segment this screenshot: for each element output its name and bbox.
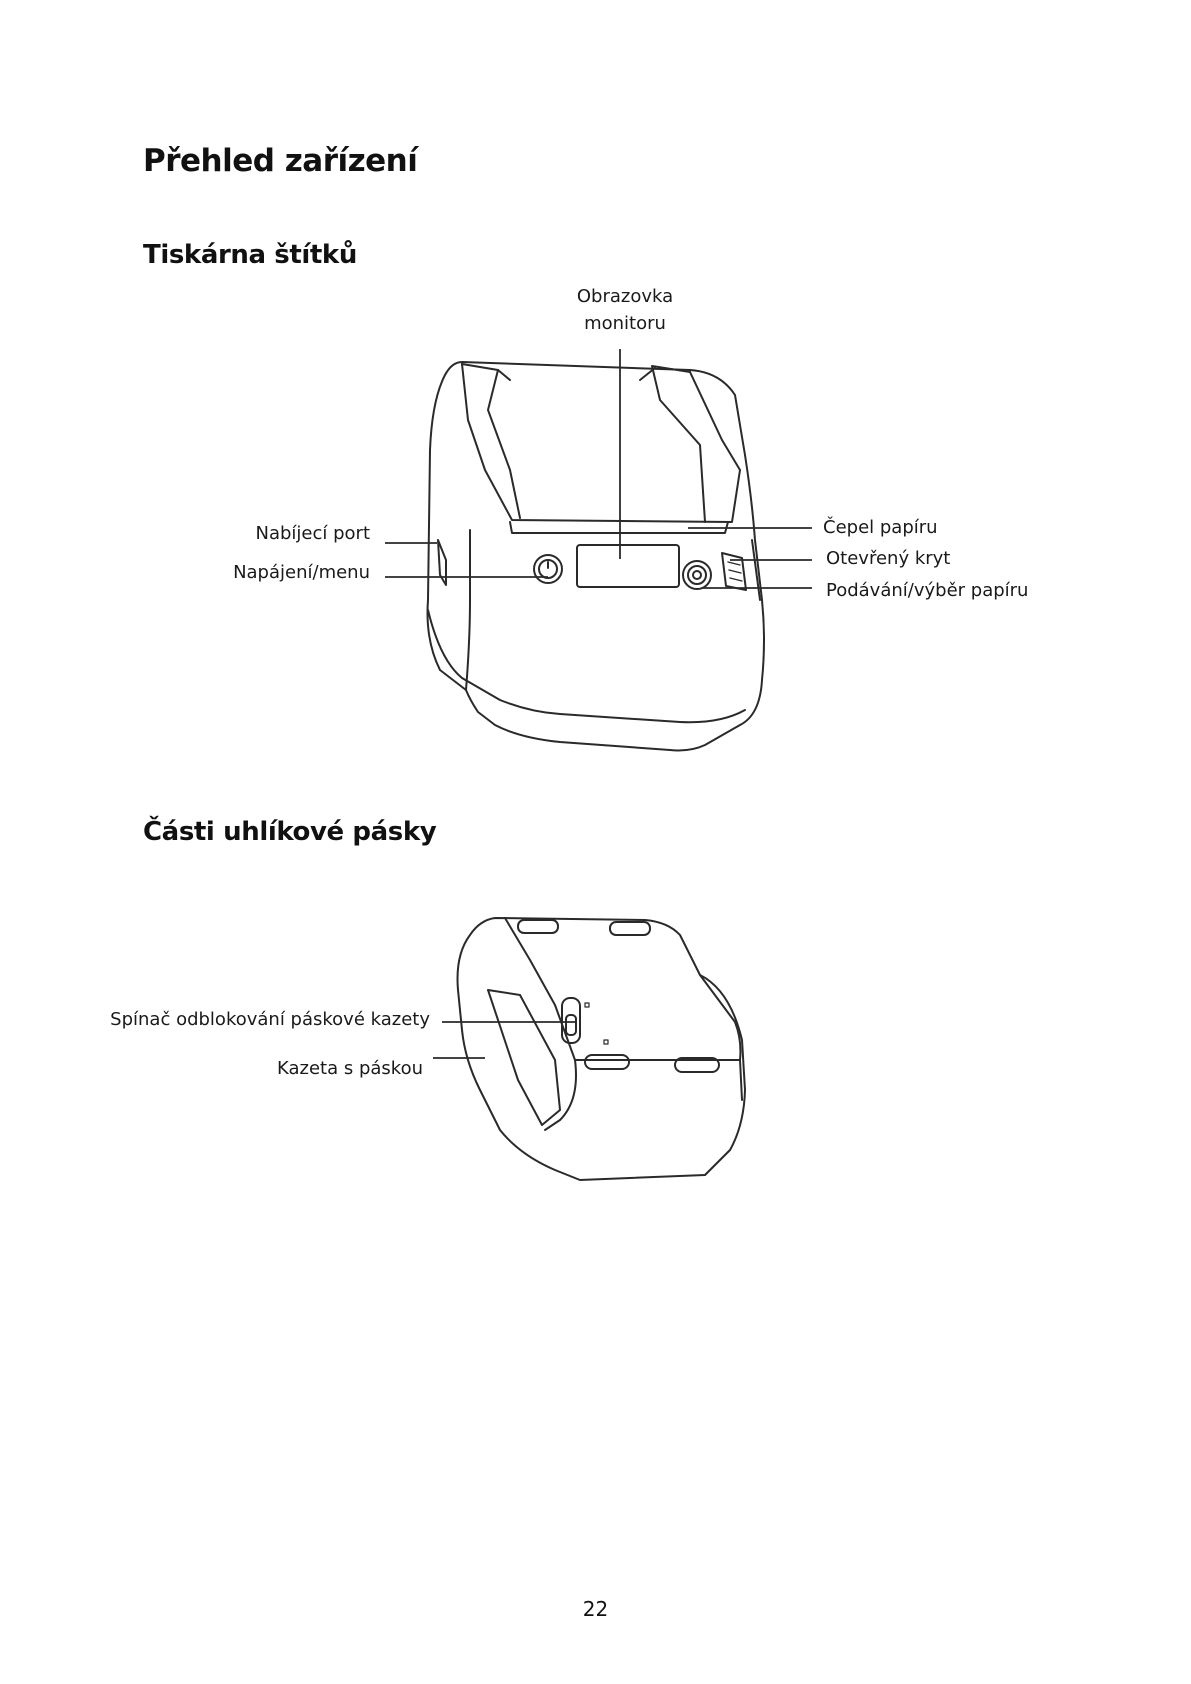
release-switch-label: Spínač odblokování páskové kazety <box>110 1009 430 1030</box>
charging-port-label: Nabíjecí port <box>255 523 370 544</box>
screen-label-line1: Obrazovka <box>576 286 674 307</box>
page-number: 22 <box>582 1597 609 1621</box>
ribbon-section-heading: Části uhlíkové pásky <box>143 817 437 847</box>
open-cover-label: Otevřený kryt <box>826 548 951 569</box>
power-menu-label: Napájení/menu <box>233 562 370 583</box>
foot-bottom-left <box>585 1055 629 1069</box>
tape-cassette-slot <box>488 990 560 1125</box>
printer-section-heading: Tiskárna štítků <box>143 240 357 270</box>
foot-top-left <box>518 920 558 933</box>
feed-select-label: Podávání/výběr papíru <box>826 580 1029 601</box>
screen-label-line2: monitoru <box>584 313 666 334</box>
release-switch <box>562 998 580 1043</box>
paper-blade-label: Čepel papíru <box>823 517 938 538</box>
device-bottom-outline <box>458 918 746 1180</box>
foot-top-right <box>610 922 650 935</box>
tape-cassette-label: Kazeta s páskou <box>277 1058 423 1079</box>
page-title: Přehled zařízení <box>143 143 418 179</box>
